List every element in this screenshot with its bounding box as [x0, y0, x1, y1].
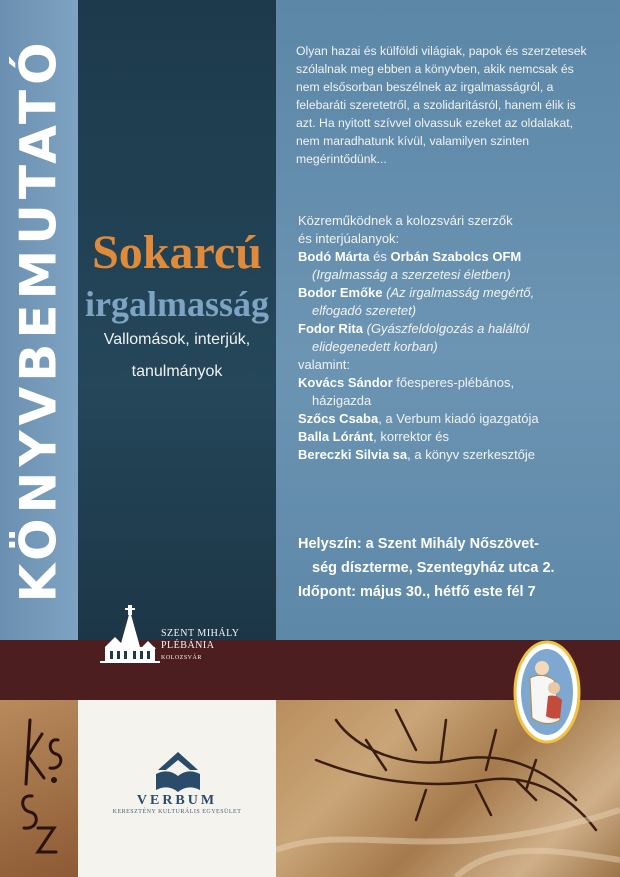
credit-entry: Bodó Márta és Orbán Szabolcs OFM	[298, 249, 522, 264]
publisher-name: VERBUM	[136, 793, 218, 808]
publisher-tagline: KERESZTÉNY KULTURÁLIS EGYESÜLET	[112, 809, 242, 815]
credit-entry: Kovács Sándor főesperes-plébános,	[298, 375, 515, 390]
credit-topic: elfogadó szeretet)	[312, 303, 417, 318]
credits-heading-2: és interjúalanyok:	[298, 231, 400, 246]
credit-topic: (Irgalmasság a szerzetesi életben)	[312, 267, 511, 282]
credit-entry: Bereczki Silvia sa, a könyv szerkesztője	[298, 447, 536, 462]
subtitle-line1: Vallomások, interjúk,	[103, 331, 251, 348]
credits-list	[298, 212, 618, 464]
credit-entry: Bodor Emőke (Az irgalmasság megértő,	[298, 285, 535, 300]
book-title-line2: irgalmasság	[85, 284, 269, 324]
artist-signature-icon	[8, 712, 72, 862]
parish-line3: KOLOZSVÁR	[161, 655, 202, 661]
credits-also: valamint:	[298, 357, 351, 372]
book-title	[78, 228, 276, 326]
venue-line2: ség díszterme, Szentegyház utca 2.	[312, 560, 555, 576]
parish-logo-text	[161, 628, 239, 664]
intro-paragraph: Olyan hazai és külföldi világiak, papok és szerzetesek szólalnak meg ebben a könyvben, akik nemcsak és nem elsősorban beszélnek az irgalmasságról, a felebaráti szeretetről, a szolidaritásról, hanem élik is azt. Ha nyitott szívvel olvassuk ezeket az oldalakat, nem maradhatunk kívül, valamilyen szinten megérintődünk...	[296, 44, 587, 166]
venue-line1: Helyszín: a Szent Mihály Nőszövet-	[298, 536, 539, 552]
parish-line2: PLÉBÁNIA	[161, 640, 215, 651]
credit-entry: Balla Lóránt, korrektor és	[298, 429, 449, 444]
book-subtitle	[78, 324, 276, 388]
credit-entry: Szőcs Csaba, a Verbum kiadó igazgatója	[298, 411, 539, 426]
vertical-title	[2, 0, 76, 640]
parish-line1: SZENT MIHÁLY	[161, 628, 240, 639]
time-line: Időpont: május 30., hétfő este fél 7	[298, 584, 536, 600]
credit-entry: Fodor Rita (Gyászfeldolgozás a haláltól	[298, 321, 530, 336]
vertical-title-text: KÖNYVBEMUTATÓ	[10, 37, 68, 603]
book-title-line1: Sokarcú	[92, 226, 262, 279]
credit-role: házigazda	[312, 393, 372, 408]
publisher-text	[78, 793, 276, 815]
jubilee-of-mercy-emblem-icon	[512, 638, 582, 746]
credit-topic: elidegenedett korban)	[312, 339, 438, 354]
event-details	[298, 532, 618, 604]
credits-heading-1: Közreműködnek a kolozsvári szerzők	[298, 213, 513, 228]
subtitle-line2: tanulmányok	[131, 363, 223, 380]
